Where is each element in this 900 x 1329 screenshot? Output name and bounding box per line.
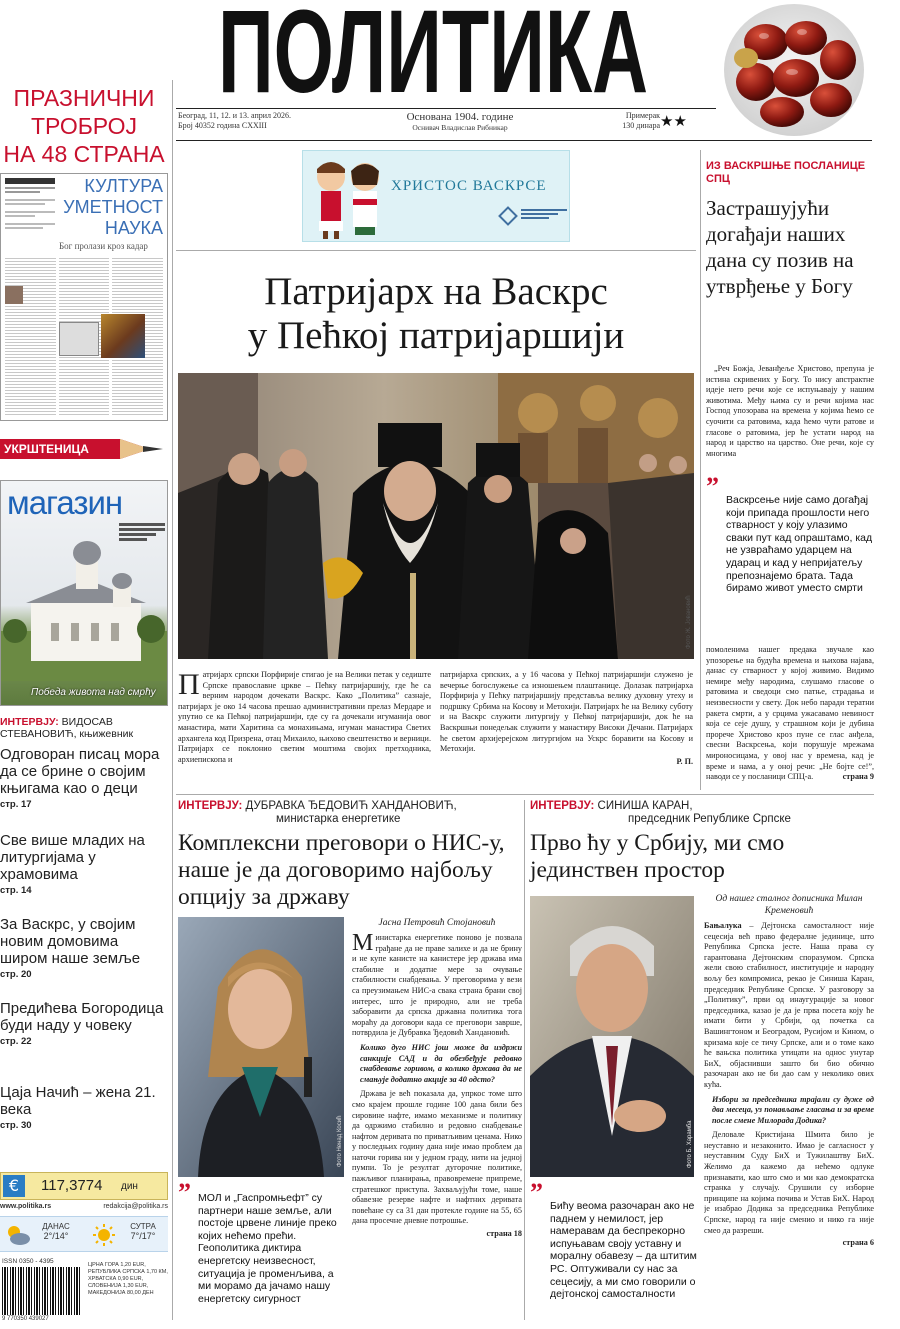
banner-logo: [498, 206, 518, 226]
left-int-body2: Држава је већ показала да, упркос томе што смо крајем прошле године 100 дана били без сировине нафте, имамо механизме и политику да одржимо стабилно и редовно снабдевање нафтом деривата по приватљивим ценама. Нико у последњих годину дана није имао проблем да наточи горива ни у једном граду, нити на једној пумпи. То је резултат дугорочне политике, пажљивог планирања, правовремене припреме, стратешког приступа. Захваљујући томе, наше обавезне резерве нафте и нафтних деривата повећане су са 31 дан протекле године на 55, 65 дана просечне дневне потрошње.: [352, 1089, 522, 1226]
right-int-byline: Од нашег сталног дописника Милан Кременовић: [715, 894, 863, 916]
kultura-line-3: НАУКА: [104, 218, 163, 238]
weather-today-label: ДАНАС: [42, 1222, 70, 1231]
right-body-top: [706, 364, 874, 461]
teaser-item[interactable]: [0, 1000, 168, 1084]
kultura-sketch-image: [59, 322, 99, 356]
teaser-item[interactable]: [0, 832, 168, 916]
right-body-top-text: „Реч Божја, Јеванђеље Христово, препуна је истина скривених у Богу. То нису апстрактне идеје него речи које се испуњавају у нашим животима. Међу њима су и речи којима нас Господ упозорава на времена у којима ћемо се суочити са ратовима, када ћемо чути ратове и гласове о ратовима, јер ће устати народ на народ и царство на царство. Оне речи, које су многима: [706, 364, 874, 458]
teaser-title: Одговоран писац мора да се брине о својим књигама као о деци: [0, 746, 160, 797]
right-body-bottom: [706, 645, 874, 785]
right-kicker: ИЗ ВАСКРШЊЕ ПОСЛАНИЦЕ СПЦ: [706, 160, 866, 185]
main-col2-sign: Р. П.: [676, 756, 693, 766]
magazin-title: магазин: [7, 484, 123, 521]
left-teasers: [0, 746, 168, 1144]
left-int-body1-text: инистарка енергетике поново је позвала грађане да не праве залихе и да не брину и не купе канисте на канистере јер држава има стабилне и додатне мере за очување стабилности снабдевања. У преговорима у вези са преузимањем НИС-а свака страна брани свој интерес, што је природно, али не треба заборавити да српска државна политика тога мораћу да договори када се преговори заврше, потврдила је Дубравка Ђедовић Хандановић.: [352, 933, 522, 1038]
left-int-role: министарка енергетике: [276, 813, 401, 825]
right-int-body2: Деловале Кристијана Шмита било је неуставно и незаконито. Имао је сагласност у неуставним Суду БиХ и Тужилаштву БиХ. Желимо да кажемо да нећемо одлуке признавати, као што смо и ми као демократска странка у случају. Срушили су изборне принципе на којима почива и Устав БиХ. Народ је изабрао Додика за председника Републике Српске, народ га није сменио и нико га није смео да разреши.: [704, 1130, 874, 1235]
crossword-tag[interactable]: [0, 436, 168, 462]
right-pullquote: [706, 476, 874, 595]
promo-line-2: ТРОБРОЈ: [30, 113, 138, 139]
kultura-subtitle: Бог пролази кроз кадар: [59, 241, 148, 251]
left-int-label: ИНТЕРВЈУ:: [178, 800, 243, 812]
right-int-role: председник Републике Српске: [628, 813, 791, 825]
right-body-bottom-text: [706, 645, 874, 783]
children-illustration: [307, 155, 387, 239]
main-col1-body: атријарх српски Порфирије стигао је на Велики петак у седиште Српске православне цркве – Пећку патријаршију, где ће са верним народом дочекати Васкрс. Како „Политика” сазнаје, патријарх је око 14 часова прешао административни прелаз Мердаре и упутио се ка Пећкој патријаршији, где су га дочекали игуманија овог манастира, мати Харитина са монахињама, игуман манастира Светих архангела код Призрена, отац Михаило, њихово свештенство и верници. Патријарх се поклонио светим моштима својих претходника, архиепископа и: [178, 670, 431, 764]
masthead-date: Београд, 11, 12. и 13. април 2026.: [178, 111, 292, 120]
main-photo: [178, 373, 694, 659]
promo-block: [0, 84, 168, 168]
main-photo-credit: Фото Ж. Јовановић: [686, 595, 692, 649]
teaser-item[interactable]: [0, 1084, 168, 1144]
quote-mark-icon: ”: [178, 1182, 191, 1207]
main-col1-text: [178, 670, 431, 765]
kultura-portrait: [5, 286, 23, 304]
left-int-byline: Јасна Петровић Стојановић: [378, 918, 496, 928]
masthead-stars: ★★: [660, 112, 687, 130]
right-int-photo-credit: Фото Б. Харамба: [687, 1120, 693, 1168]
easter-eggs-image: [716, 0, 864, 138]
left-int-page[interactable]: страна 18: [486, 1229, 522, 1239]
teaser-title: Предићева Богородица буди наду у човеку: [0, 1000, 164, 1034]
kultura-supplement[interactable]: [0, 173, 168, 421]
site-url[interactable]: www.politika.rs: [0, 1203, 52, 1210]
right-int-body1-text: – Дејтонска самосталност није сецесија већ право федералне јединице, што Република Српска јесте. Наша права су гарантована Дејтонским споразумом. Српска жели свою стабилност, институције и народну вољу без компромиса, рекао је Синиша Каран, председник Републике Српске. У разговору за „Политику”, први од инаугурације за новог председника, казао је да је прва посета коју ће имати бити у Србији, од почетка са Вашингтоном и Београдом, Русијом и Кином, о кризама које се тичу Српске, али и о томе како ће вањска политика утицати на однос унутар БиХ, објаснивши зашто би био обично разочаран ако не би дао сам у неколико ових кућа.: [704, 921, 874, 1089]
weather-box: [0, 1216, 168, 1252]
teaser-title: Цаја Начић – жена 21. века: [0, 1084, 156, 1118]
barcode: [2, 1267, 82, 1315]
teaser-title: Све више младих на литургијама у храмовима: [0, 832, 145, 883]
masthead-issue: Број 40352 година CXXIII: [178, 121, 267, 130]
main-headline[interactable]: [176, 270, 696, 358]
cloudy-sun-icon: [4, 1223, 32, 1247]
left-int-photo: [178, 917, 344, 1177]
teaser-page: стр. 22: [0, 1036, 32, 1047]
main-col2-body: патријарха српских, а у 16 часова у Пећкој патријаршији служено је вечерње богослужење са изношењем плаштанице. Долазак патријарха Порфирија у Пећку патријаршију представља велику духовну утеху и подршку Србима на Косову и Метохији. Патријарх ће на Велику суботу и на Васкрс служити литургију у Пећкој патријаршији, док ће на Васкршњи понедељак служити у манастиру Високи Дечани. Патријарх ће светом архијерејском литургијом на Ускрс боравити на Косову и Метохији.: [440, 670, 693, 754]
left-int-pullquote: [178, 1182, 344, 1305]
left-int-headline[interactable]: Комплексни преговори о НИС-у, наше је да договоримо најбољу опцију за државу: [178, 830, 505, 910]
left-interview-label: ИНТЕРВЈУ:: [0, 716, 59, 728]
dropcap: М: [352, 930, 374, 956]
right-int-body1: [704, 921, 874, 1091]
promo-line-3: НА 48 СТРАНА: [3, 141, 165, 167]
issn: ISSN 0350 - 4395: [2, 1258, 54, 1265]
teaser-item[interactable]: [0, 916, 168, 1000]
masthead-price: 130 динара: [622, 121, 660, 130]
banner-text: ХРИСТОС ВАСКРСЕ: [391, 178, 547, 194]
right-page-ref[interactable]: страна 9: [842, 772, 874, 782]
masthead-title: [208, 0, 658, 108]
right-int-pullquote: [530, 1182, 698, 1301]
teaser-page: стр. 30: [0, 1120, 32, 1131]
crossword-label: УКРШТЕНИЦА: [4, 442, 89, 456]
main-headline-line2: у Пећкој патријаршији: [247, 314, 625, 357]
currency-box: [0, 1172, 168, 1200]
weather-today-temp: 2°/14°: [43, 1231, 69, 1241]
quote-mark-icon: ”: [530, 1182, 543, 1207]
right-int-headline[interactable]: Прво ћу у Србију, ми смо јединствен простор: [530, 830, 785, 883]
left-int-body1: [352, 930, 522, 1039]
sun-icon: [92, 1223, 116, 1247]
weather-tomorrow-temp: 7°/17°: [130, 1231, 156, 1241]
left-interview-role: књижевник: [79, 728, 134, 740]
magazin-supplement[interactable]: [0, 480, 168, 706]
euro-icon: €: [3, 1175, 25, 1197]
teaser-item[interactable]: [0, 746, 168, 832]
right-int-body: [704, 893, 874, 1249]
masthead-copy-label: Примерак: [625, 111, 660, 120]
right-int-name: СИНИША КАРАН,: [597, 800, 693, 812]
right-int-dateline: Бањалука: [704, 921, 742, 930]
right-quote-text: Васкрсење није само догађај који припада прошлости него стварност у коју улазимо сваки пут кад опраштамо, кад не узвраћамо ударцем на ударац и кад у непријатељу препознајемо брата. Тада бирамо живот уместо смрти: [726, 494, 873, 595]
right-body-bottom-body: помоленима нашег предака звучале као упозорење на будућа времена и њихова најава, данас су стварност у којој живимо. Видимо немире међу народима, слушамо гласове о ратовима и сведоци смо патње, страдања и неизвесности у свету. Док небо паради тератни ракета смрти, а у срцима ужасавамо невиност која се сеје душу, у страшном који је дубина прорече Христово кроз пуне се глас анђела, свесни Васкрсења, који порушује мрежама мироносицама, у овој нас у времена, кад је време и нама, а у оној речи: „Не бојте се!”, наводи се у посланици СПЦ-а.: [706, 645, 874, 782]
left-int-body: [352, 917, 522, 1240]
easter-banner: [302, 150, 570, 242]
kultura-line-1: КУЛТУРА: [84, 176, 163, 196]
left-int-question: Колико дуго НИС још може да издржи санкције САД и да обезбеђује редовно снабдевање горивом, а колико држава да не смањује додатно акције за 40 одсто?: [360, 1042, 522, 1084]
teaser-page: стр. 20: [0, 969, 32, 980]
foreign-prices: ЦРНА ГОРА 1,20 EUR, РЕПУБЛИКА СРПСКА 1,70 КМ, ХРВАТСКА 0,90 EUR, СЛОВЕНИЈА 1,30 EUR, МАКЕДОНИЈА 80,00 ДЕН: [88, 1262, 168, 1296]
barcode-number: 9 770350 439027: [2, 1316, 49, 1322]
teaser-page: стр. 14: [0, 885, 32, 896]
teaser-page: стр. 17: [0, 799, 32, 810]
right-headline[interactable]: Застрашујући догађаји наших дана су позив на утврђење у Богу: [706, 196, 854, 298]
main-headline-line1: Патријарх на Васкрс: [264, 270, 608, 313]
site-email[interactable]: redakcija@politika.rs: [103, 1203, 168, 1210]
quote-mark-icon: ”: [706, 476, 719, 501]
magazin-caption: Победа живота над смрћу: [31, 687, 156, 698]
left-interview-name: ВИДОСАВ СТЕВАНОВИЋ,: [0, 716, 113, 740]
promo-line-1: ПРАЗНИЧНИ: [13, 85, 155, 111]
weather-tomorrow-label: СУТРА: [130, 1222, 156, 1231]
masthead-founder: Оснивач Владислав Рибникар: [412, 123, 508, 132]
right-int-photo: [530, 896, 694, 1177]
right-int-page[interactable]: страна 6: [842, 1238, 874, 1248]
right-int-quote-text: Бићу веома разочаран ако не паднем у немилост, јер намеравам да беспрекорно испуњавам своју уставну и моралну обавезу – да штитим РС. Оптуживали су нас за сецесију, а ми смо говорили о дејтонској самосталности: [550, 1200, 697, 1301]
right-int-label: ИНТЕРВЈУ:: [530, 800, 595, 812]
currency-value: 117,3774: [41, 1177, 103, 1194]
dropcap: П: [178, 670, 200, 701]
kultura-line-2: УМЕТНОСТ: [63, 197, 163, 217]
currency-unit: дин: [121, 1181, 138, 1192]
masthead-title-text: ПОЛИТИКА: [218, 0, 648, 108]
left-int-name: ДУБРАВКА ЂЕДОВИЋ ХАНДАНОВИЋ,: [245, 800, 457, 812]
teaser-title: За Васкрс, у својим новим домовима широм наше земље: [0, 916, 141, 967]
right-int-question: Избори за председника трајали су дуже од два месеца, уз понављање гласања и за време после смене Милорада Додика?: [712, 1094, 874, 1125]
main-article-col1: [178, 670, 431, 767]
kultura-icon-image: [101, 314, 145, 358]
left-int-photo-credit: Фото Ненад Косић: [337, 1115, 343, 1167]
left-int-quote-text: МОЛ и „Гаспромњефт” су партнери наше земље, али постоје црвене линије преко којих нећемо прећи. Геополитика диктира енергетску неизвесност, ситуација је променљива, а ми морамо да јачамо нашу енергетску сигурност: [198, 1192, 337, 1305]
main-article-col2: [440, 670, 693, 767]
masthead-founded: Основана 1904. године: [406, 111, 514, 123]
